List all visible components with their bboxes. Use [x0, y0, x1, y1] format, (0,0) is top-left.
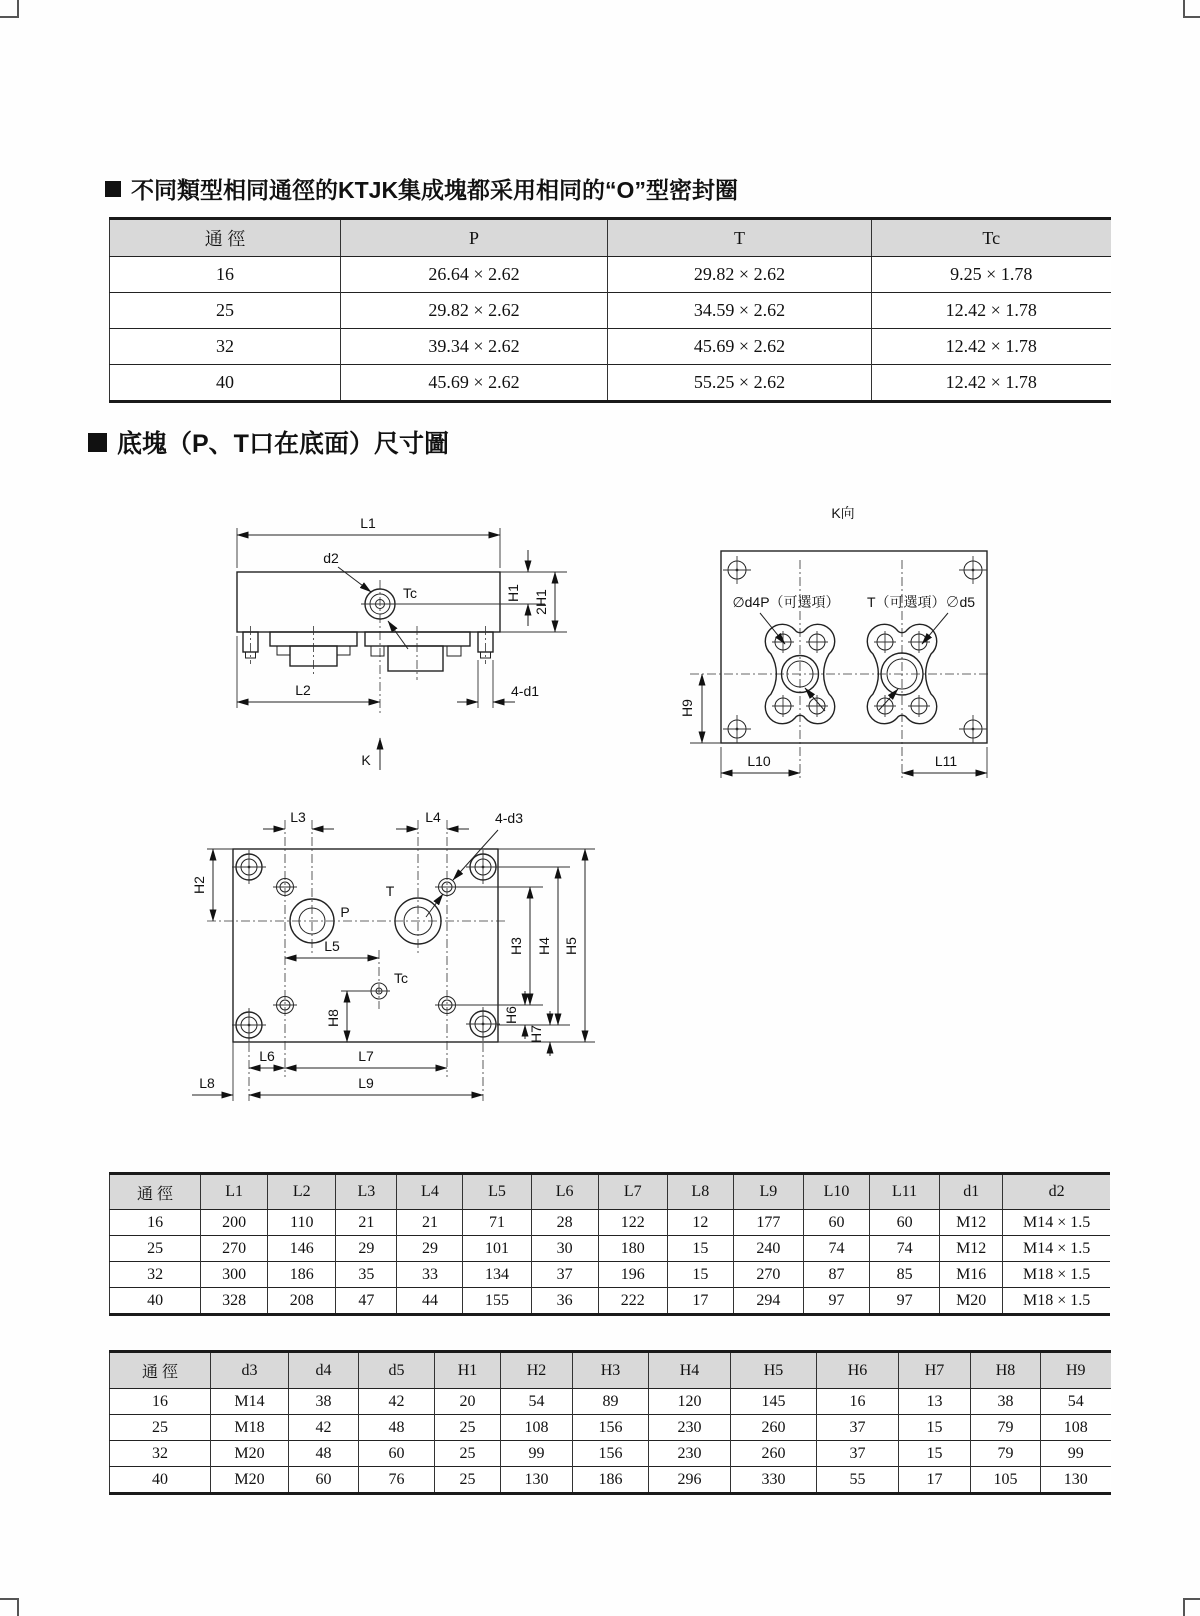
table-cell: 134	[463, 1262, 531, 1288]
table-cell: 20	[435, 1389, 501, 1415]
table-cell: 60	[803, 1210, 869, 1236]
table-header-cell: L3	[336, 1174, 397, 1210]
table-cell: 130	[501, 1467, 573, 1494]
dim-label-h8: H8	[325, 1009, 341, 1027]
table-cell: 230	[649, 1415, 731, 1441]
table-row	[110, 329, 1111, 365]
table-header-cell: 通 徑	[110, 219, 341, 257]
table-cell: 16	[817, 1389, 899, 1415]
table-cell: M12	[940, 1236, 1003, 1262]
port-label-t-d5: T（可選項）∅d5	[866, 594, 976, 610]
table-cell: 45.69 × 2.62	[608, 329, 872, 365]
plate-outline	[233, 849, 498, 1042]
table-cell: 79	[971, 1415, 1041, 1441]
table-cell: 270	[733, 1262, 803, 1288]
crop-mark-bottom-right	[1183, 1598, 1200, 1616]
dim-label-h2: H2	[191, 876, 207, 894]
table-cell: M12	[940, 1210, 1003, 1236]
table-cell: 21	[397, 1210, 463, 1236]
table-cell: 17	[899, 1467, 971, 1494]
table-header-cell: H1	[435, 1352, 501, 1389]
table-header-cell: Tc	[872, 219, 1111, 257]
corner-hole	[959, 715, 987, 743]
table-header-cell: L10	[803, 1174, 869, 1210]
table-cell: 40	[110, 1288, 201, 1315]
table-cell: 17	[667, 1288, 733, 1315]
table-cell: 101	[463, 1236, 531, 1262]
table-header-cell: L6	[531, 1174, 598, 1210]
section-title: 底塊（P、T口在底面）尺寸圖	[117, 430, 449, 458]
table-cell: 35	[336, 1262, 397, 1288]
table-header-row	[110, 1174, 1111, 1210]
table-cell: 156	[573, 1415, 649, 1441]
table-cell: 186	[268, 1262, 336, 1288]
table-cell: M18 × 1.5	[1003, 1288, 1110, 1315]
table-header-cell: H4	[649, 1352, 731, 1389]
table-header-cell: 通 徑	[110, 1352, 211, 1389]
table-cell: 44	[397, 1288, 463, 1315]
table-cell: 37	[531, 1262, 598, 1288]
table-header-cell: L4	[397, 1174, 463, 1210]
dim-label-h4: H4	[536, 937, 552, 955]
table-header-cell: L7	[598, 1174, 667, 1210]
valve-pad	[365, 626, 470, 680]
table-cell: 156	[573, 1441, 649, 1467]
table-cell: 328	[201, 1288, 268, 1315]
table-row	[110, 1389, 1111, 1415]
table-header-cell: H2	[501, 1352, 573, 1389]
table-cell: 105	[971, 1467, 1041, 1494]
table-cell: 60	[870, 1210, 940, 1236]
table-cell: 29.82 × 2.62	[608, 257, 872, 293]
table-cell: 89	[573, 1389, 649, 1415]
table-cell: 76	[359, 1467, 435, 1494]
table-cell: 260	[731, 1441, 817, 1467]
table-cell: 40	[110, 1467, 211, 1494]
table-cell: 155	[463, 1288, 531, 1315]
table-cell: 9.25 × 1.78	[950, 264, 1033, 284]
port-label-tc: Tc	[394, 970, 408, 986]
plate-outline	[721, 551, 987, 743]
table-header-cell: L8	[667, 1174, 733, 1210]
table-header-row	[110, 219, 1111, 257]
table-row	[110, 1236, 1111, 1262]
table-cell: 54	[1067, 1392, 1084, 1410]
table-row	[110, 1441, 1111, 1467]
table-cell: 87	[803, 1262, 869, 1288]
table-header-cell: d4	[289, 1352, 359, 1389]
table-cell: 122	[598, 1210, 667, 1236]
table-cell: 15	[667, 1236, 733, 1262]
table-cell: M14	[211, 1389, 289, 1415]
bottom-view-drawing	[95, 795, 615, 1107]
section-title: 不同類型相同通徑的KTJK集成塊都采用相同的“O”型密封圈	[131, 177, 738, 203]
table-cell: 12.42 × 1.78	[872, 365, 1111, 402]
dim-label-l7: L7	[358, 1048, 374, 1064]
corner-hole	[723, 556, 751, 584]
dim-label-d2: d2	[323, 550, 339, 566]
mounting-stud	[243, 626, 258, 664]
table-cell: M14 × 1.5	[1003, 1236, 1110, 1262]
section-heading-seal	[105, 172, 738, 205]
dim-label-l8: L8	[199, 1075, 215, 1091]
table-header-cell: L5	[463, 1174, 531, 1210]
table-cell: 36	[531, 1288, 598, 1315]
seal-ring-table	[109, 217, 1111, 403]
section-marker-icon	[88, 433, 107, 452]
table-cell: 60	[289, 1467, 359, 1494]
dim-label-l6: L6	[259, 1048, 275, 1064]
section-marker-icon	[105, 181, 121, 197]
table-cell: 37	[817, 1441, 899, 1467]
table-cell: 29	[336, 1236, 397, 1262]
table-cell: 28	[531, 1210, 598, 1236]
table-cell: 108	[1041, 1415, 1111, 1441]
table-cell: 15	[667, 1262, 733, 1288]
table-cell: 42	[289, 1415, 359, 1441]
table-cell: 110	[268, 1210, 336, 1236]
table-row	[110, 293, 1111, 329]
table-cell: 13	[899, 1389, 971, 1415]
table-cell: 146	[268, 1236, 336, 1262]
table-cell: M20	[211, 1441, 289, 1467]
table-cell: 177	[733, 1210, 803, 1236]
table-header-cell: L11	[870, 1174, 940, 1210]
table-cell: 208	[268, 1288, 336, 1315]
dim-label-l11: L11	[934, 753, 958, 769]
crop-mark-bottom-left	[0, 1598, 19, 1616]
table-cell: 45.69 × 2.62	[341, 365, 608, 402]
table-cell: M18 × 1.5	[1003, 1262, 1110, 1288]
table-row	[110, 257, 1111, 293]
dim-label-l10: L10	[747, 753, 771, 769]
table-cell: 25	[435, 1441, 501, 1467]
l-dimensions-table	[109, 1172, 1110, 1316]
table-cell: 74	[803, 1236, 869, 1262]
table-cell: M18	[211, 1415, 289, 1441]
table-cell: 296	[649, 1467, 731, 1494]
table-cell: 47	[336, 1288, 397, 1315]
dim-label-4d1: 4-d1	[511, 683, 540, 699]
table-cell: 294	[733, 1288, 803, 1315]
k-view-drawing	[655, 460, 1000, 790]
dim-label-h6: H6	[503, 1006, 519, 1024]
table-cell: 71	[463, 1210, 531, 1236]
dim-label-h9: H9	[679, 699, 695, 717]
table-cell: 130	[1041, 1467, 1111, 1494]
table-cell: 33	[397, 1262, 463, 1288]
table-row	[110, 1288, 1111, 1315]
table-cell: 55	[817, 1467, 899, 1494]
table-header-row	[110, 1352, 1111, 1389]
table-cell: 16	[110, 1210, 201, 1236]
table-cell: 25	[435, 1467, 501, 1494]
table-header-cell: 通 徑	[110, 1174, 201, 1210]
dim-label-l4: L4	[425, 809, 441, 825]
dim-label-l2: L2	[295, 682, 311, 698]
table-row	[110, 365, 1111, 402]
block-outline	[237, 572, 500, 632]
table-header-cell: L2	[268, 1174, 336, 1210]
table-header-cell: T	[608, 219, 872, 257]
corner-hole	[466, 850, 500, 884]
table-cell: 97	[870, 1288, 940, 1315]
view-title: K向	[831, 505, 855, 521]
k-direction-label: K	[361, 752, 371, 768]
crop-mark-top-right	[1183, 0, 1200, 18]
table-cell: 26.64 × 2.62	[341, 257, 608, 293]
table-cell: 54	[501, 1389, 573, 1415]
table-cell: 222	[598, 1288, 667, 1315]
dim-label-2h1: 2H1	[533, 589, 549, 615]
table-cell: 25	[435, 1415, 501, 1441]
table-cell: 186	[573, 1467, 649, 1494]
table-cell: 25	[110, 293, 341, 329]
table-cell: M16	[940, 1262, 1003, 1288]
table-cell: M20	[211, 1467, 289, 1494]
table-cell: 120	[649, 1389, 731, 1415]
table-cell: 15	[899, 1415, 971, 1441]
port-label-t: T	[385, 883, 395, 899]
table-cell: 16	[110, 257, 341, 293]
mounting-stud	[478, 626, 493, 664]
dim-label-l5: L5	[324, 938, 340, 954]
table-row	[110, 1467, 1111, 1494]
table-header-cell: d2	[1003, 1174, 1110, 1210]
table-header-cell: H8	[971, 1352, 1041, 1389]
table-header-cell: H3	[573, 1352, 649, 1389]
table-cell: 32	[110, 1262, 201, 1288]
table-header-cell: H7	[899, 1352, 971, 1389]
table-cell: 48	[289, 1441, 359, 1467]
table-cell: 240	[733, 1236, 803, 1262]
table-cell: 60	[359, 1441, 435, 1467]
table-cell: 16	[110, 1389, 211, 1415]
h-dimensions-table	[109, 1350, 1111, 1495]
table-cell: 32	[110, 329, 341, 365]
table-cell: M14 × 1.5	[1022, 1213, 1091, 1231]
port-label-p: P	[340, 904, 350, 920]
table-cell: 12.42 × 1.78	[872, 293, 1111, 329]
table-cell: 200	[201, 1210, 268, 1236]
table-cell: 48	[359, 1415, 435, 1441]
dim-label-h3: H3	[508, 937, 524, 955]
table-cell: 55.25 × 2.62	[608, 365, 872, 402]
table-cell: 39.34 × 2.62	[341, 329, 608, 365]
table-cell: 97	[803, 1288, 869, 1315]
corner-hole	[959, 556, 987, 584]
table-header-cell: H9	[1041, 1352, 1111, 1389]
table-cell: M20	[940, 1288, 1003, 1315]
dim-label-h7: H7	[528, 1025, 544, 1043]
table-cell: 29.82 × 2.62	[341, 293, 608, 329]
table-cell: 300	[201, 1262, 268, 1288]
table-cell: 25	[110, 1415, 211, 1441]
port-label-tc: Tc	[403, 585, 417, 601]
table-header-cell: L1	[201, 1174, 268, 1210]
table-cell: 99	[501, 1441, 573, 1467]
valve-pad	[270, 626, 357, 674]
table-header-cell: d3	[211, 1352, 289, 1389]
dim-label-h1: H1	[505, 584, 521, 602]
table-row	[110, 1262, 1111, 1288]
table-header-cell: d1	[940, 1174, 1003, 1210]
table-cell: 74	[870, 1236, 940, 1262]
table-cell: 15	[899, 1441, 971, 1467]
table-cell: 99	[1041, 1441, 1111, 1467]
corner-hole	[232, 850, 266, 884]
table-cell: 330	[731, 1467, 817, 1494]
table-cell: 32	[110, 1441, 211, 1467]
table-cell: 12.42 × 1.78	[872, 329, 1111, 365]
corner-hole	[723, 715, 751, 743]
table-header-cell: H6	[817, 1352, 899, 1389]
dim-label-l1: L1	[360, 515, 376, 531]
table-cell: 40	[110, 365, 341, 402]
table-cell: 145	[731, 1389, 817, 1415]
table-cell: 37	[817, 1415, 899, 1441]
table-header-cell: L9	[733, 1174, 803, 1210]
table-header-cell: P	[341, 219, 608, 257]
port-label-d4p: ∅d4P（可選項）	[732, 594, 840, 610]
dim-label-l3: L3	[290, 809, 306, 825]
table-cell: 196	[598, 1262, 667, 1288]
table-cell: 38	[971, 1389, 1041, 1415]
table-cell: 230	[649, 1441, 731, 1467]
table-cell: 21	[336, 1210, 397, 1236]
section-heading-dimensions	[88, 424, 449, 460]
table-cell: 30	[531, 1236, 598, 1262]
table-cell: 25	[110, 1236, 201, 1262]
dim-label-4d3: 4-d3	[494, 810, 524, 826]
table-cell: 34.59 × 2.62	[608, 293, 872, 329]
dim-label-h5: H5	[563, 937, 579, 955]
table-row	[110, 1415, 1111, 1441]
table-header-cell: d5	[359, 1352, 435, 1389]
table-cell: 270	[201, 1236, 268, 1262]
table-cell: 79	[971, 1441, 1041, 1467]
table-cell: 38	[289, 1389, 359, 1415]
table-row	[110, 1210, 1111, 1236]
table-cell: 260	[731, 1415, 817, 1441]
table-cell: 12	[667, 1210, 733, 1236]
front-view-drawing	[175, 468, 595, 780]
table-header-cell: H5	[731, 1352, 817, 1389]
crop-mark-top-left	[0, 0, 19, 18]
table-cell: 108	[501, 1415, 573, 1441]
dim-label-l9: L9	[358, 1075, 374, 1091]
table-cell: 180	[598, 1236, 667, 1262]
table-cell: 85	[870, 1262, 940, 1288]
table-cell: 42	[359, 1389, 435, 1415]
table-cell: 29	[397, 1236, 463, 1262]
